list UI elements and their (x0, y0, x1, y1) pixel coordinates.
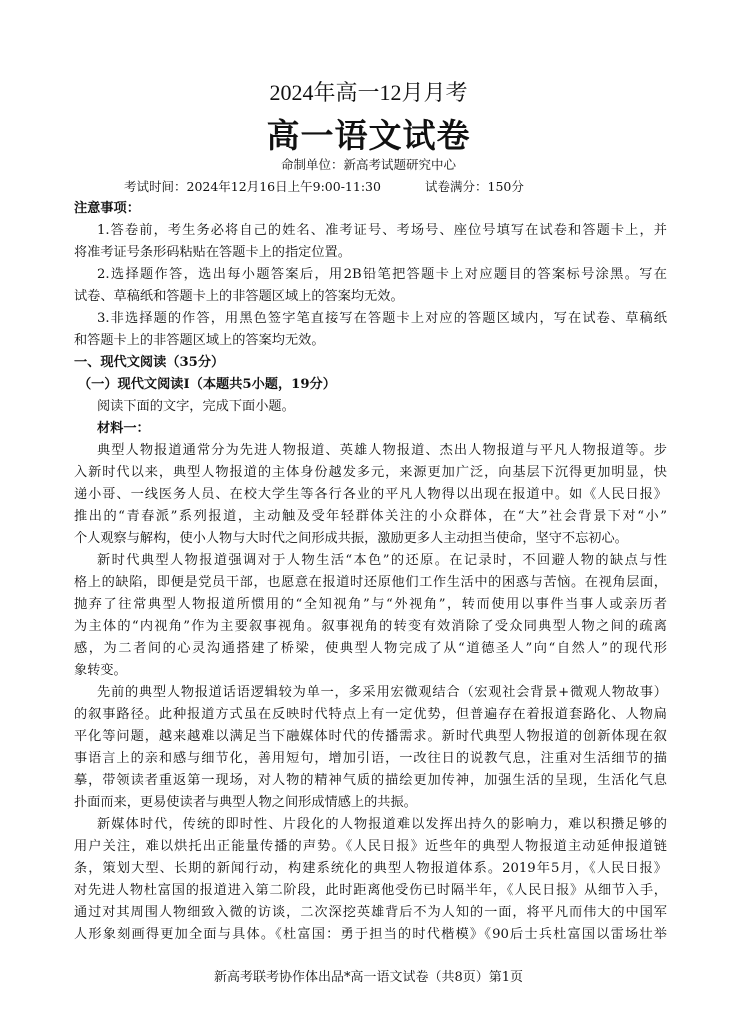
paragraph-line: 扑面而来，更易使读者与典型人物之间形成情感上的共振。 (74, 795, 417, 810)
paragraph-line: 通过对其周围人物细致入微的访谈，二次深挖英雄背后不为人知的一面，将平凡而伟大的中国军 (74, 905, 667, 920)
paragraph-line: 新媒体时代，传统的即时性、片段化的人物报道难以发挥出持久的影响力，难以积攒足够的 (97, 817, 667, 832)
notes-line: 和答题卡上的非答题区域上的答案均无效。 (74, 333, 325, 348)
paragraph-line: 象转变。 (74, 663, 127, 678)
material-label: 材料一： (97, 421, 150, 436)
page-footer: 新高考联考协作体出品*高一语文试卷（共8页）第1页 (213, 970, 524, 985)
exam-time: 考试时间：2024年12月16日上午9:00-11:30 (124, 179, 381, 194)
section-heading: 一、现代文阅读（35分） (74, 355, 225, 370)
notes-line: 试卷、草稿纸和答题卡上的非答题区域上的答案均无效。 (74, 289, 404, 304)
document-body (74, 198, 667, 946)
paragraph-line: 新时代典型人物报道强调对于人物生活“本色”的还原。在记录时，不回避人物的缺点与性 (97, 553, 667, 568)
paragraph-line: 推出的“青春派”系列报道，主动触及受年轻群体关注的小众群体，在“大”社会背景下对“小” (74, 509, 667, 524)
paragraph-line: 对先进人物杜富国的报道进入第二阶段，此时距离他受伤已时隔半年，《人民日报》从细节入手， (74, 883, 667, 898)
section-subheading: （一）现代文阅读I（本题共5小题，19分） (78, 377, 336, 392)
paragraph-line: 感，为二者间的心灵沟通搭建了桥梁，使典型人物完成了从“道德圣人”向“自然人”的现代形 (74, 641, 667, 656)
paragraph-line: 平化等问题，越来越难以满足当下融媒体时代的传播需求。新时代典型人物报道的创新体现在叙 (74, 729, 667, 744)
paragraph-line: 抛弃了往常典型人物报道所惯用的“全知视角”与“外视角”，转而使用以事件当事人或亲历者 (74, 597, 667, 612)
notes-line: 将准考证号条形码粘贴在答题卡上的指定位置。 (74, 245, 351, 260)
paragraph-line: 用户关注，难以烘托出正能量传播的声势。《人民日报》近些年的典型人物报道主动延伸报道链 (74, 839, 667, 854)
notes-line: 1.答卷前，考生务必将自己的姓名、准考证号、考场号、座位号填写在试卷和答题卡上，并 (97, 223, 667, 238)
notes-line: 3.非选择题的作答，用黑色签字笔直接写在答题卡上对应的答题区域内，写在试卷、草稿纸 (97, 311, 667, 326)
paragraph-line: 条，策划大型、长期的新闻行动，构建系统化的典型人物报道体系。2019年5月，《人民日报》 (74, 861, 667, 876)
exam-title: 2024年高一12月月考 (269, 80, 468, 105)
notes-line: 2.选择题作答，选出每小题答案后，用2B铅笔把答题卡上对应题目的答案标号涂黑。写在 (97, 267, 667, 282)
instruction: 阅读下面的文字，完成下面小题。 (97, 399, 295, 414)
paragraph-line: 典型人物报道通常分为先进人物报道、英雄人物报道、杰出人物报道与平凡人物报道等。步 (97, 443, 667, 458)
paragraph-line: 为主体的“内视角”作为主要叙事视角。叙事视角的转变有效消除了受众同典型人物之间的疏离 (74, 619, 667, 634)
notes-heading: 注意事项： (74, 201, 140, 216)
paragraph-line: 递小哥、一线医务人员、在校大学生等各行各业的平凡人物得以出现在报道中。如《人民日报》 (74, 487, 667, 502)
paragraph-line: 入新时代以来，典型人物报道的主体身份越发多元，来源更加广泛，向基层下沉得更加明显，快 (74, 465, 667, 480)
paragraph-line: 摹，带领读者重返第一现场，对人物的精神气质的描绘更加传神，加强生活的呈现，生活化气息 (74, 773, 667, 788)
full-score: 试卷满分：150分 (425, 179, 524, 194)
paper-title: 高一语文试卷 (266, 116, 471, 155)
paragraph-line: 人形象刻画得更加全面与具体。《杜富国：勇于担当的时代楷模》《90后士兵杜富国以雷场壮举 (74, 927, 667, 942)
paragraph-line: 格上的缺陷，即便是党员干部，也愿意在报道时还原他们工作生活中的困惑与苦恼。在视角层面， (74, 575, 667, 590)
issuer: 命制单位：新高考试题研究中心 (280, 157, 456, 172)
paragraph-line: 个人观察与解构，使小人物与大时代之间形成共振，激励更多人主动担当使命，坚守不忘初心。 (74, 531, 628, 546)
paragraph-line: 事语言上的亲和感与细节化，善用短句，增加引语，一改往日的说教气息，注重对生活细节的描 (74, 751, 667, 766)
material-paragraphs (74, 440, 667, 946)
paragraph-line: 的叙事路径。此种报道方式虽在反映时代特点上有一定优势，但普遍存在着报道套路化、人物扁 (74, 707, 667, 722)
paragraph-line: 先前的典型人物报道话语逻辑较为单一，多采用宏微观结合（宏观社会背景+微观人物故事） (97, 685, 667, 700)
